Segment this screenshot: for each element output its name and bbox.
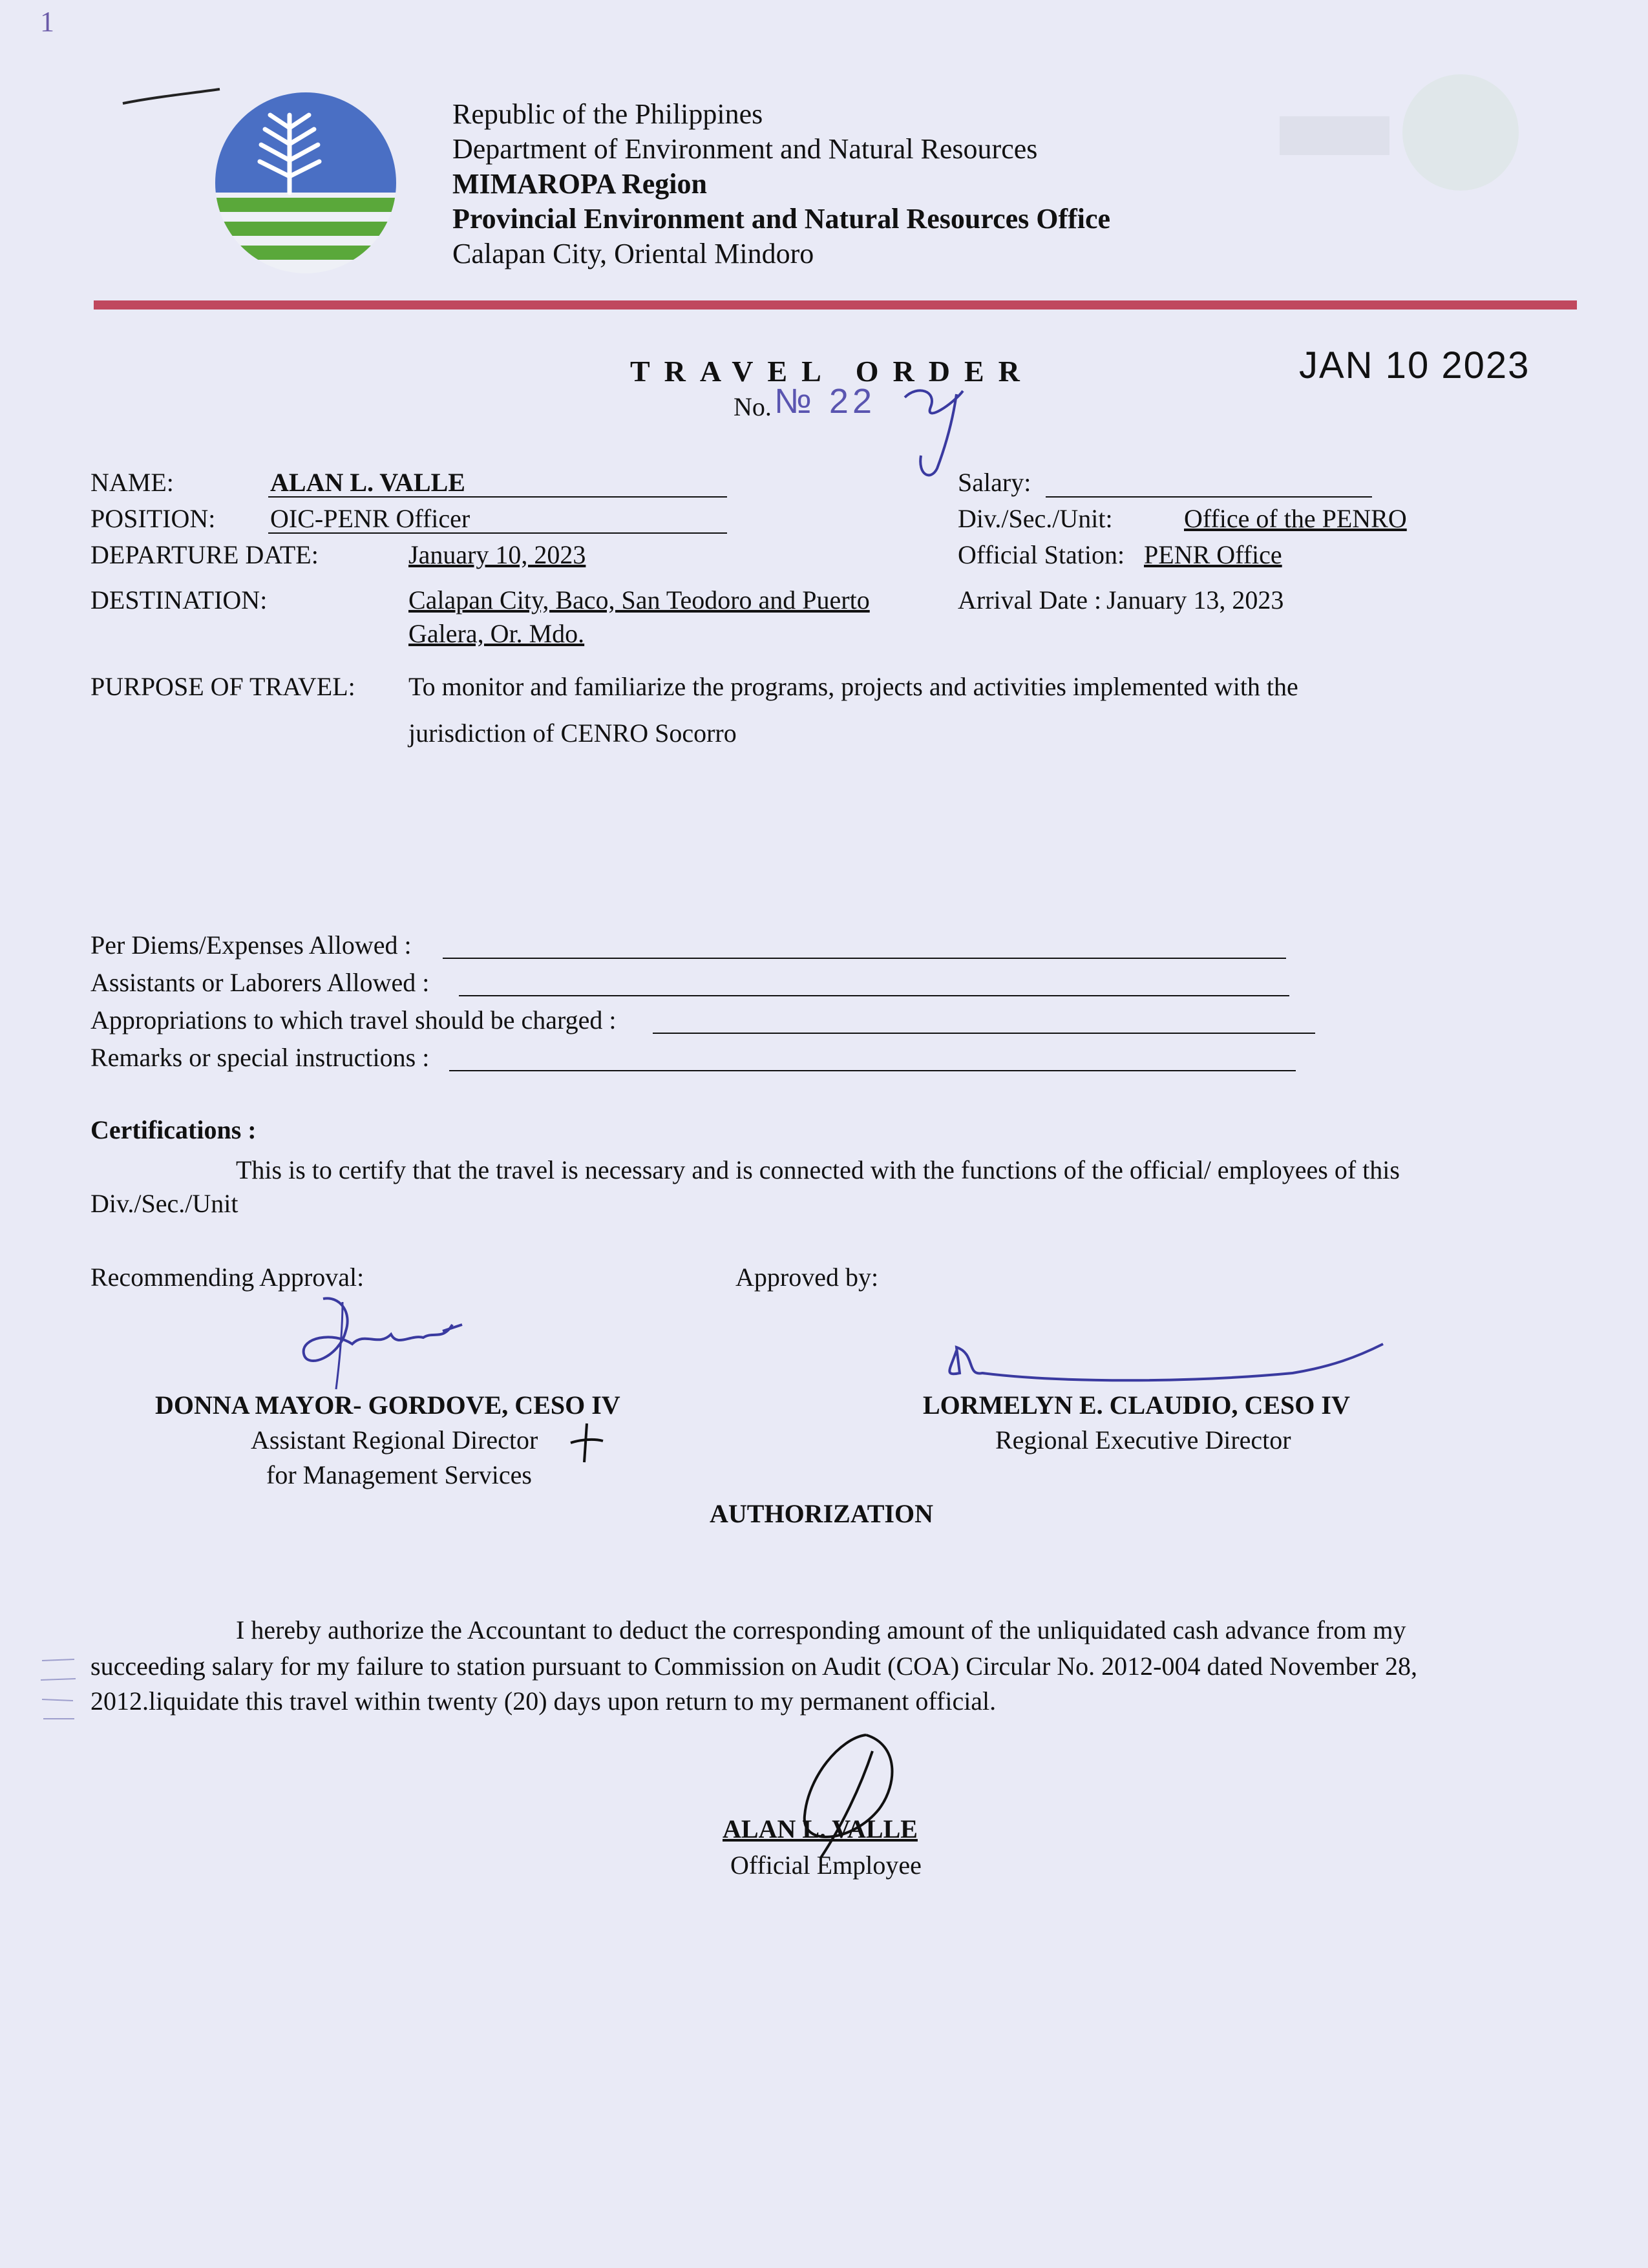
employee-signature (769, 1725, 918, 1867)
letterhead-department: Department of Environment and Natural Resources (452, 133, 1038, 165)
name-underline (268, 496, 727, 498)
assistants-label: Assistants or Laborers Allowed : (90, 968, 430, 997)
departure-value: January 10, 2023 (408, 540, 586, 569)
arrival-value: January 13, 2023 (1106, 585, 1284, 614)
letterhead-office: Provincial Environment and Natural Resources Office (452, 203, 1111, 235)
name-label: NAME: (90, 468, 174, 497)
date-stamp: JAN 10 2023 (1299, 344, 1530, 386)
station-label: Official Station: (958, 540, 1125, 569)
arrival-label: Arrival Date : (958, 585, 1102, 614)
order-number: № 22 (774, 382, 876, 421)
certification-line1: This is to certify that the travel is necessary and is connected with the functions of the official/ employees of this (236, 1155, 1400, 1184)
remarks-label: Remarks or special instructions : (90, 1043, 430, 1072)
authorization-heading: AUTHORIZATION (710, 1499, 933, 1528)
recommender-title-2: for Management Services (266, 1460, 532, 1489)
approver-name: LORMELYN E. CLAUDIO, CESO IV (923, 1391, 1350, 1420)
plus-mark (567, 1420, 606, 1465)
page-number: 1 (40, 6, 54, 37)
approver-title: Regional Executive Director (995, 1425, 1291, 1454)
name-value: ALAN L. VALLE (270, 468, 465, 497)
remarks-blank (449, 1070, 1296, 1071)
per-diems-label: Per Diems/Expenses Allowed : (90, 930, 412, 960)
salary-label: Salary: (958, 468, 1031, 497)
division-value: Office of the PENRO (1184, 504, 1407, 533)
letterhead-city: Calapan City, Oriental Mindoro (452, 238, 814, 269)
purpose-line1: To monitor and familiarize the programs, projects and activities implemented with the (408, 672, 1298, 701)
purpose-label: PURPOSE OF TRAVEL: (90, 672, 355, 701)
letterhead-republic: Republic of the Philippines (452, 98, 763, 130)
document-title: TRAVEL ORDER (630, 355, 1034, 388)
letterhead-region: MIMAROPA Region (452, 168, 707, 200)
denr-logo (206, 89, 406, 277)
approver-signature (931, 1338, 1396, 1396)
assistants-blank (459, 995, 1289, 996)
recommender-name: DONNA MAYOR- GORDOVE, CESO IV (155, 1391, 620, 1420)
position-value: OIC-PENR Officer (270, 504, 470, 533)
employee-name: ALAN L. VALLE (723, 1814, 918, 1843)
appropriations-blank (653, 1033, 1315, 1034)
certification-line2: Div./Sec./Unit (90, 1189, 238, 1218)
employee-title: Official Employee (730, 1851, 922, 1880)
appropriations-label: Appropriations to which travel should be charged : (90, 1005, 617, 1034)
order-number-label: No. (734, 392, 772, 421)
authorization-line1: I hereby authorize the Accountant to deduct the corresponding amount of the unliquidated cash advance from my (236, 1615, 1406, 1644)
station-value: PENR Office (1144, 540, 1282, 569)
destination-value-line2: Galera, Or. Mdo. (408, 619, 585, 648)
header-rule (94, 300, 1577, 310)
departure-label: DEPARTURE DATE: (90, 540, 319, 569)
salary-underline (1046, 496, 1372, 498)
division-label: Div./Sec./Unit: (958, 504, 1113, 533)
recommender-title: Assistant Regional Director (251, 1425, 538, 1454)
margin-marks (36, 1654, 87, 1758)
authorization-line2: succeeding salary for my failure to station pursuant to Commission on Audit (COA) Circular No. 2012-004 dated November 28, (90, 1652, 1417, 1681)
bleed-through-watermark (1267, 71, 1538, 194)
destination-label: DESTINATION: (90, 585, 268, 614)
certifications-heading: Certifications : (90, 1115, 257, 1144)
per-diems-blank (443, 958, 1286, 959)
position-label: POSITION: (90, 504, 216, 533)
purpose-line2: jurisdiction of CENRO Socorro (408, 719, 737, 748)
destination-value-line1: Calapan City, Baco, San Teodoro and Puerto (408, 585, 870, 614)
approved-by-label: Approved by: (735, 1263, 879, 1292)
pen-stroke-mark (116, 78, 233, 116)
position-underline (268, 532, 727, 534)
authorization-line3: 2012.liquidate this travel within twenty (20) days upon return to my permanent official. (90, 1686, 997, 1716)
recommending-approval-label: Recommending Approval: (90, 1263, 364, 1292)
